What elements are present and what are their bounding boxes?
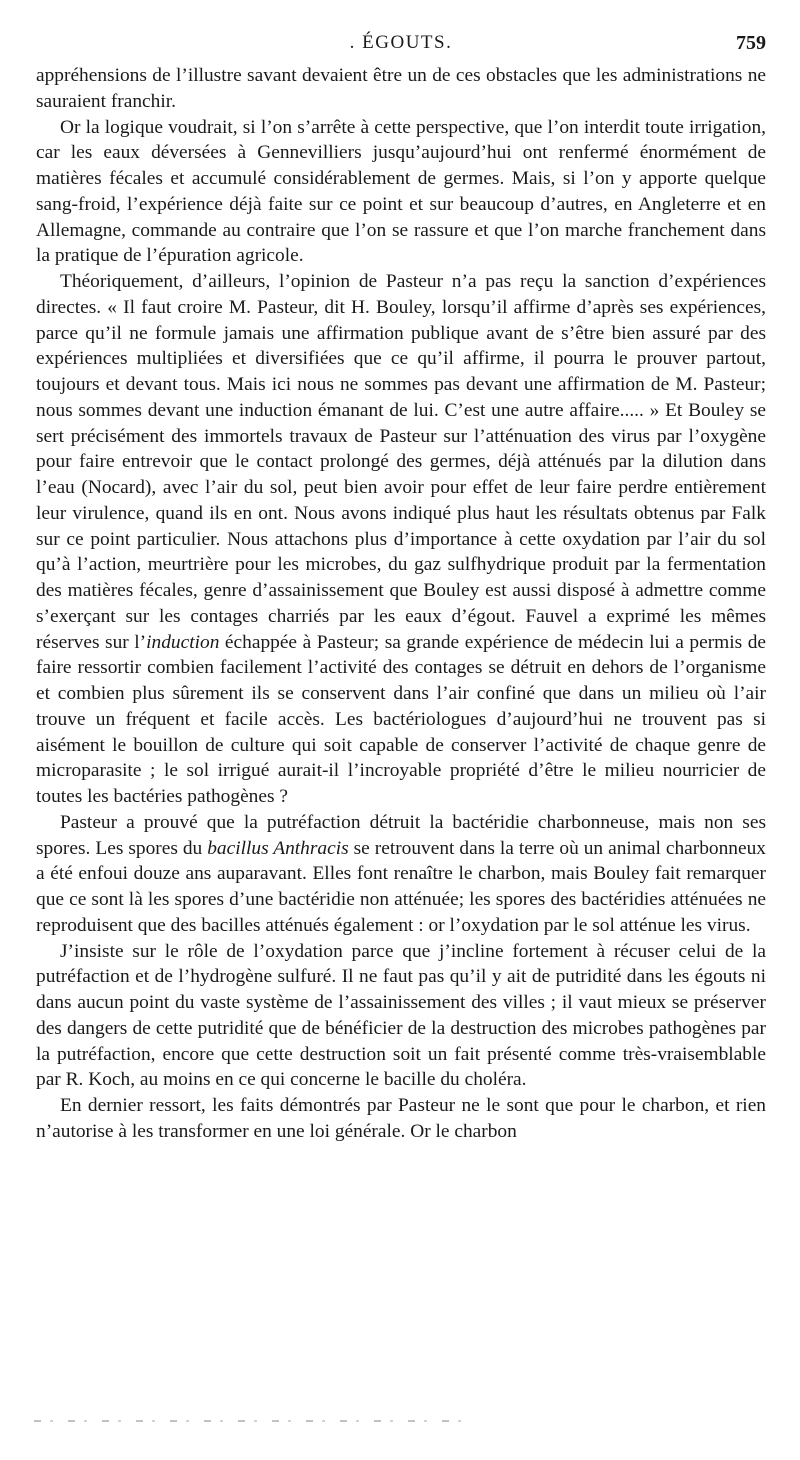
text-segment: Pasteur a prouvé que la putréfaction détruit la bactéridie charbonneuse, mais non ses spores. Les spores du: [36, 811, 766, 859]
scan-artifact-line: [34, 1420, 474, 1422]
paragraph-4: [36, 810, 766, 939]
italic-term: induction: [146, 631, 220, 653]
page-number: 759: [736, 32, 766, 54]
running-title: . ÉGOUTS.: [349, 32, 453, 53]
italic-term: bacillus Anthracis: [207, 837, 349, 859]
paragraph-1: [36, 63, 766, 115]
running-head: [36, 32, 766, 58]
text-segment: En dernier ressort, les faits démontrés par Pasteur ne le sont que pour le charbon, et rien n’autorise à les transformer en une loi générale. Or le charbon: [36, 1095, 766, 1142]
paragraph-2: [36, 115, 766, 270]
text-segment: Or la logique voudrait, si l’on s’arrête à cette perspective, que l’on interdit toute irrigation, car les eaux déversées à Gennevilliers jusqu’aujourd’hui ont renfermé énormément de matières fécales et accumulé considérablement de germes. Mais, si l’on y apporte quelque sang-froid, l’expérience déjà faite sur ce point et sur beaucoup d’autres, en Angleterre et en Allemagne, commande au contraire que l’on se rassure et que l’on marche franchement dans la pratique de l’épuration agricole.: [36, 116, 766, 267]
body-text: [36, 63, 766, 1145]
text-segment: J’insiste sur le rôle de l’oxydation parce que j’incline fortement à récuser celui de la putréfaction et de l’hydrogène sulfuré. Il ne faut pas qu’il y ait de putridité dans les égouts ni dans aucun point du vaste système de l’assainissement des villes ; il vaut mieux se préserver des dangers de cette putridité que de bénéficier de la destruction des microbes pathogènes par la putréfaction, encore que cette destruction soit un fait présenté comme très-vraisemblable par R. Koch, au moins en ce qui concerne le bacille du choléra.: [36, 940, 766, 1091]
paragraph-6: [36, 1093, 766, 1145]
text-segment: échappée à Pasteur; sa grande expérience de médecin lui a permis de faire ressortir combien facilement l’activité des contages se détruit en dehors de l’organisme et combien plus sûrement ils se conservent dans l’air confiné que dans un milieu où l’air trouve un fréquent et facile accès. Les bactériologues d’aujourd’hui ne trouvent pas si aisément le bouillon de culture qui soit capable de conserver l’activité de chaque genre de microparasite ; le sol irrigué aurait-il l’incroyable propriété d’être le milieu nourricier de toutes les bactéries pathogènes ?: [36, 631, 767, 807]
text-segment: se retrouvent dans la terre où un animal charbonneux a été enfoui douze ans auparavant. Elles font renaître le charbon, mais Bouley fait remarquer que ce sont là les spores d’une bactéridie non atténuée; les spores des bactéridies atténuées ne reproduisent que des bacilles atténués également : or l’oxydation par le sol atténue les virus.: [36, 837, 766, 936]
paragraph-3: [36, 269, 766, 810]
text-segment: Théoriquement, d’ailleurs, l’opinion de Pasteur n’a pas reçu la sanction d’expériences directes. « Il faut croire M. Pasteur, dit H. Bouley, lorsqu’il affirme d’après ses expériences, parce qu’il ne formule jamais une affirmation publique avant de s’être bien assuré par des expériences multipliées et diversifiées que ce qu’il affirme, il pourra le prouver partout, toujours et devant tous. Mais ici nous ne sommes pas devant une affirmation de M. Pasteur; nous sommes devant une induction émanant de lui. C’est une autre affaire..... » Et Bouley se sert précisément des immortels travaux de Pasteur sur l’atténuation des virus par l’oxygène pour faire entrevoir que le contact prolongé des germes, déjà atténués par la dilution dans l’eau (Nocard), avec l’air du sol, peut bien avoir pour effet de leur faire perdre entièrement leur virulence, quand ils en ont. Nous avons indiqué plus haut les résultats obtenus par Falk sur ce point particulier. Nous attachons plus d’importance à cette oxydation par l’air du sol qu’à l’action, meurtrière pour les microbes, du gaz sulfhydrique produit par la fermentation des matières fécales, genre d’assainissement que Bouley est aussi disposé à admettre comme s’exerçant sur les contages charriés par les eaux d’égout. Fauvel a exprimé les mêmes réserves sur l’: [36, 271, 766, 653]
text-segment: appréhensions de l’illustre savant devaient être un de ces obstacles que les administrations ne sauraient franchir.: [36, 65, 766, 112]
paragraph-5: [36, 939, 766, 1094]
